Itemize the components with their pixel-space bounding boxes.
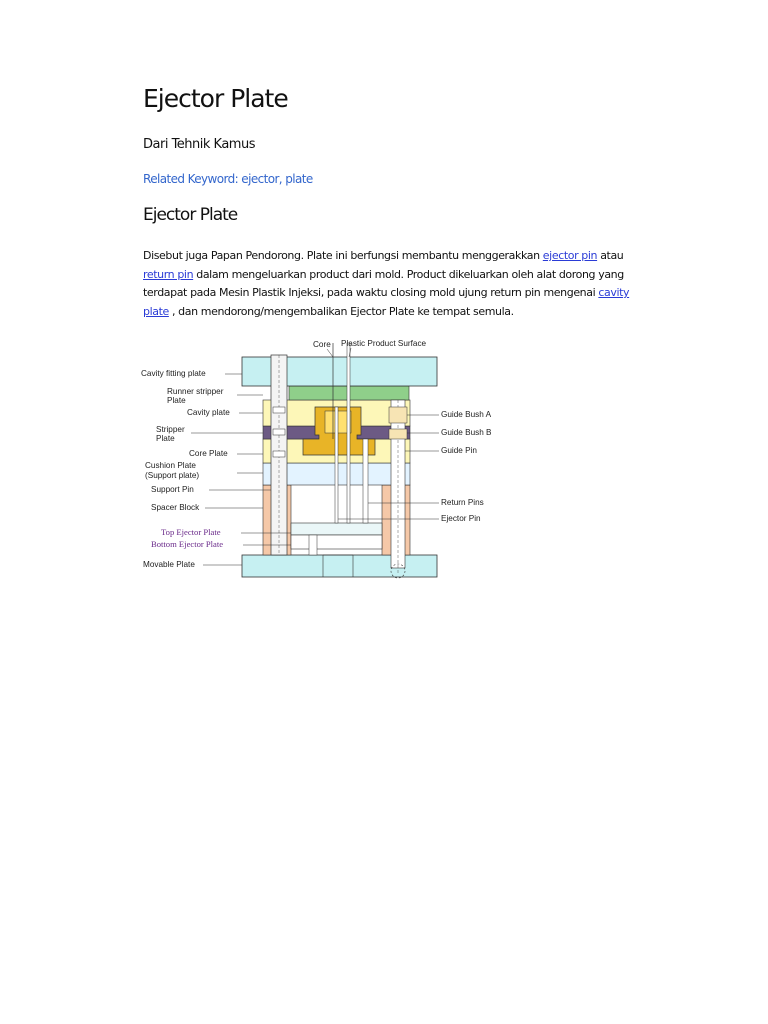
label-support-pin: Support Pin — [151, 485, 194, 494]
label-ejector-pin: Ejector Pin — [441, 514, 481, 523]
link-return-pin[interactable]: return pin — [143, 267, 194, 281]
label-spacer-block: Spacer Block — [151, 503, 200, 512]
label-stripper: Stripper — [156, 425, 185, 434]
label-top-ejector-plate: Top Ejector Plate — [161, 527, 221, 537]
link-cavity-plate[interactable]: cavity plate — [143, 286, 630, 318]
movable-plate-shape — [242, 555, 437, 577]
description-paragraph — [143, 247, 633, 321]
label-bottom-ejector-plate: Bottom Ejector Plate — [151, 539, 224, 549]
paragraph-text: atau — [597, 249, 624, 262]
page-title: Ejector Plate — [143, 84, 288, 113]
label-core-plate: Core Plate — [189, 449, 228, 458]
section-heading: Ejector Plate — [143, 205, 238, 225]
source-line: Dari Tehnik Kamus — [143, 137, 255, 152]
label-guide-bush-b: Guide Bush B — [441, 428, 492, 437]
related-keyword: Related Keyword: ejector, plate — [143, 172, 313, 186]
label-cavity-fitting-plate: Cavity fitting plate — [141, 369, 206, 378]
ejector-pin-shape — [335, 407, 338, 523]
label-guide-pin: Guide Pin — [441, 446, 477, 455]
label-runner-stripper: Runner stripper — [167, 387, 224, 396]
label-runner-stripper-plate: Plate — [167, 396, 186, 405]
paragraph-text: dalam mengeluarkan product dari mold. Product dikeluarkan oleh alat dorong yang terdapat pada Mesin Plastik Injeksi, pada waktu closing mold ujung return pin mengenai — [143, 267, 624, 299]
mold-diagram — [139, 335, 492, 585]
label-stripper-plate: Plate — [156, 434, 175, 443]
label-support-plate: (Support plate) — [145, 471, 200, 480]
bottom-ejector-plate-shape — [291, 535, 382, 549]
top-ejector-plate-shape — [291, 523, 382, 535]
return-pin-shape — [363, 439, 368, 523]
label-movable-plate: Movable Plate — [143, 560, 195, 569]
paragraph-text: , dan mendorong/mengembalikan Ejector Plate ke tempat semula. — [168, 304, 514, 318]
link-ejector-pin[interactable]: ejector pin — [542, 249, 598, 262]
label-return-pins: Return Pins — [441, 498, 484, 507]
label-cushion-plate: Cushion Plate — [145, 461, 196, 470]
paragraph-text: Disebut juga Papan Pendorong. Plate ini berfungsi membantu menggerakkan — [143, 249, 543, 262]
label-core: Core — [313, 340, 331, 349]
label-cavity-plate: Cavity plate — [187, 408, 230, 417]
label-plastic-surface: Plastic Product Surface — [341, 339, 427, 348]
label-guide-bush-a: Guide Bush A — [441, 410, 492, 419]
